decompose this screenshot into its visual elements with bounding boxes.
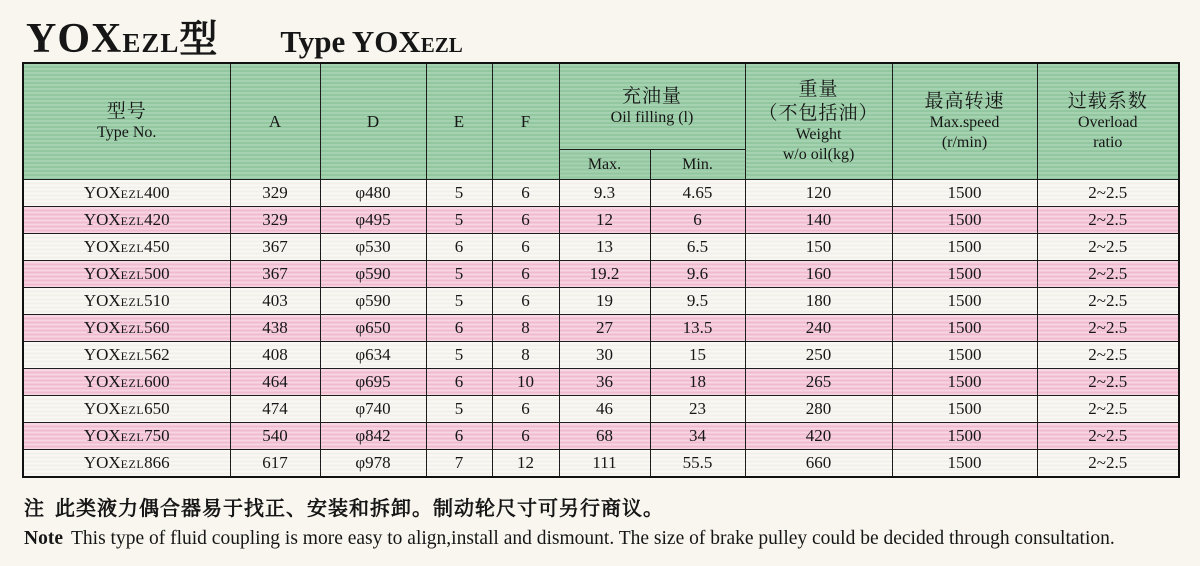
model-number: 560 (144, 318, 170, 337)
cell-overload: 2~2.5 (1037, 450, 1179, 477)
model-number: 510 (144, 291, 170, 310)
table-row (23, 315, 1179, 342)
cell-f: 12 (492, 450, 559, 477)
title-zh-suffix: 型 (179, 19, 219, 61)
cell-speed: 1500 (892, 261, 1037, 288)
model-sub: EZL (120, 349, 145, 363)
table-row (23, 369, 1179, 396)
cell-oil-min: 23 (650, 396, 745, 423)
cell-speed: 1500 (892, 342, 1037, 369)
cell-overload: 2~2.5 (1037, 288, 1179, 315)
cell-d: φ590 (320, 261, 426, 288)
cell-a: 474 (230, 396, 320, 423)
cell-a: 408 (230, 342, 320, 369)
header-d: D (320, 63, 426, 180)
cell-oil-max: 36 (559, 369, 650, 396)
cell-f: 8 (492, 315, 559, 342)
cell-model (23, 342, 230, 369)
cell-e: 5 (426, 180, 492, 207)
cell-e: 5 (426, 261, 492, 288)
cell-overload: 2~2.5 (1037, 396, 1179, 423)
cell-oil-max: 27 (559, 315, 650, 342)
header-oil-min: Min. (650, 150, 745, 180)
cell-overload: 2~2.5 (1037, 315, 1179, 342)
table-row (23, 207, 1179, 234)
model-number: 450 (144, 237, 170, 256)
model-number: 866 (144, 452, 170, 472)
cell-f: 6 (492, 423, 559, 450)
cell-f: 6 (492, 207, 559, 234)
header-max-speed: 最高转速 Max.speed (r/min) (892, 63, 1037, 180)
model-sub: EZL (120, 456, 145, 471)
cell-a: 403 (230, 288, 320, 315)
cell-oil-min: 15 (650, 342, 745, 369)
model-prefix: YOX (83, 345, 121, 364)
cell-oil-max: 13 (559, 234, 650, 261)
cell-oil-max: 19 (559, 288, 650, 315)
cell-speed: 1500 (892, 207, 1037, 234)
cell-oil-min: 34 (650, 423, 745, 450)
cell-e: 7 (426, 450, 492, 477)
cell-d: φ650 (320, 315, 426, 342)
cell-oil-max: 19.2 (559, 261, 650, 288)
cell-d: φ740 (320, 396, 426, 423)
cell-e: 5 (426, 396, 492, 423)
cell-oil-min: 9.5 (650, 288, 745, 315)
model-prefix: YOX (83, 452, 121, 472)
model-sub: EZL (120, 430, 145, 444)
cell-d: φ590 (320, 288, 426, 315)
model-prefix: YOX (83, 318, 121, 337)
cell-d: φ495 (320, 207, 426, 234)
title-en-sub: EZL (420, 33, 463, 57)
cell-oil-min: 55.5 (650, 450, 745, 477)
cell-weight: 180 (745, 288, 892, 315)
cell-oil-max: 9.3 (559, 180, 650, 207)
header-overload-ratio: 过载系数 Overload ratio (1037, 63, 1179, 180)
cell-oil-min: 4.65 (650, 180, 745, 207)
model-prefix: YOX (83, 183, 121, 202)
cell-weight: 265 (745, 369, 892, 396)
title-zh-sub: EZL (122, 28, 180, 58)
cell-a: 464 (230, 369, 320, 396)
table-row (23, 423, 1179, 450)
cell-speed: 1500 (892, 288, 1037, 315)
cell-model (23, 423, 230, 450)
title-en (280, 24, 462, 60)
model-number: 500 (144, 264, 170, 283)
cell-overload: 2~2.5 (1037, 423, 1179, 450)
cell-oil-max: 46 (559, 396, 650, 423)
model-number: 600 (144, 372, 170, 391)
header-oil-filling: 充油量 Oil filling (l) (559, 63, 745, 150)
cell-e: 5 (426, 207, 492, 234)
model-prefix: YOX (83, 264, 121, 283)
cell-speed: 1500 (892, 396, 1037, 423)
cell-d: φ530 (320, 234, 426, 261)
cell-weight: 280 (745, 396, 892, 423)
cell-model (23, 315, 230, 342)
cell-oil-max: 30 (559, 342, 650, 369)
cell-f: 6 (492, 396, 559, 423)
table-header (23, 63, 1179, 180)
cell-overload: 2~2.5 (1037, 261, 1179, 288)
cell-model (23, 288, 230, 315)
model-number: 650 (144, 399, 170, 418)
table-row (23, 450, 1179, 477)
cell-model (23, 180, 230, 207)
table-body (23, 180, 1179, 477)
title-zh (26, 8, 218, 63)
header-f: F (492, 63, 559, 180)
cell-speed: 1500 (892, 450, 1037, 477)
cell-e: 5 (426, 342, 492, 369)
model-sub: EZL (120, 214, 145, 228)
cell-oil-min: 6.5 (650, 234, 745, 261)
model-number: 750 (144, 426, 170, 445)
note-en-label: Note (24, 528, 63, 549)
model-prefix: YOX (83, 372, 121, 391)
note-zh-text: 此类液力偶合器易于找正、安装和拆卸。制动轮尺寸可另行商议。 (55, 498, 664, 520)
cell-weight: 250 (745, 342, 892, 369)
cell-oil-max: 12 (559, 207, 650, 234)
table-row (23, 234, 1179, 261)
table-row (23, 396, 1179, 423)
header-e: E (426, 63, 492, 180)
cell-f: 10 (492, 369, 559, 396)
cell-model (23, 396, 230, 423)
table-row (23, 342, 1179, 369)
header-oil-max: Max. (559, 150, 650, 180)
cell-oil-max: 111 (559, 450, 650, 477)
cell-a: 329 (230, 180, 320, 207)
table-row (23, 261, 1179, 288)
note-en (24, 528, 1184, 550)
model-sub: EZL (120, 376, 145, 390)
cell-model (23, 234, 230, 261)
model-sub: EZL (120, 403, 145, 417)
model-sub: EZL (120, 322, 145, 336)
cell-weight: 420 (745, 423, 892, 450)
cell-e: 6 (426, 315, 492, 342)
cell-d: φ634 (320, 342, 426, 369)
cell-f: 6 (492, 234, 559, 261)
notes (24, 492, 1184, 550)
cell-speed: 1500 (892, 234, 1037, 261)
header-type-no: 型号 Type No. (23, 63, 230, 180)
cell-speed: 1500 (892, 423, 1037, 450)
cell-f: 6 (492, 261, 559, 288)
cell-e: 5 (426, 288, 492, 315)
spec-table (22, 62, 1180, 478)
cell-model (23, 207, 230, 234)
cell-a: 367 (230, 261, 320, 288)
cell-e: 6 (426, 369, 492, 396)
model-prefix: YOX (83, 426, 121, 445)
model-prefix: YOX (83, 237, 121, 256)
cell-a: 540 (230, 423, 320, 450)
cell-model (23, 369, 230, 396)
cell-e: 6 (426, 423, 492, 450)
cell-weight: 240 (745, 315, 892, 342)
cell-speed: 1500 (892, 369, 1037, 396)
cell-weight: 150 (745, 234, 892, 261)
cell-f: 6 (492, 180, 559, 207)
header-a: A (230, 63, 320, 180)
model-sub: EZL (120, 241, 145, 255)
title-zh-prefix: YOX (26, 16, 123, 62)
cell-f: 8 (492, 342, 559, 369)
cell-a: 438 (230, 315, 320, 342)
cell-weight: 660 (745, 450, 892, 477)
cell-oil-min: 6 (650, 207, 745, 234)
cell-d: φ695 (320, 369, 426, 396)
model-sub: EZL (120, 295, 145, 309)
cell-e: 6 (426, 234, 492, 261)
cell-overload: 2~2.5 (1037, 342, 1179, 369)
cell-a: 617 (230, 450, 320, 477)
page-title (0, 0, 1200, 60)
cell-model (23, 261, 230, 288)
cell-oil-min: 9.6 (650, 261, 745, 288)
model-number: 562 (144, 345, 170, 364)
header-weight: 重量 （不包括油） Weight w/o oil(kg) (745, 63, 892, 180)
model-sub: EZL (120, 187, 145, 201)
cell-overload: 2~2.5 (1037, 207, 1179, 234)
cell-oil-min: 18 (650, 369, 745, 396)
cell-weight: 140 (745, 207, 892, 234)
cell-d: φ842 (320, 423, 426, 450)
cell-overload: 2~2.5 (1037, 369, 1179, 396)
table-row (23, 288, 1179, 315)
model-number: 400 (144, 183, 170, 202)
model-sub: EZL (120, 268, 145, 282)
note-zh (24, 492, 1184, 521)
note-zh-label: 注 (24, 498, 45, 520)
cell-speed: 1500 (892, 315, 1037, 342)
note-en-text: This type of fluid coupling is more easy to align,install and dismount. The size of brake pulley could be decided through consultation. (70, 528, 1115, 549)
cell-d: φ480 (320, 180, 426, 207)
cell-weight: 120 (745, 180, 892, 207)
cell-d: φ978 (320, 450, 426, 477)
model-prefix: YOX (83, 291, 121, 310)
cell-f: 6 (492, 288, 559, 315)
cell-overload: 2~2.5 (1037, 234, 1179, 261)
model-prefix: YOX (83, 399, 121, 418)
cell-a: 329 (230, 207, 320, 234)
cell-overload: 2~2.5 (1037, 180, 1179, 207)
title-en-prefix: Type YOX (280, 24, 421, 59)
model-prefix: YOX (83, 210, 121, 229)
table-row (23, 180, 1179, 207)
cell-oil-min: 13.5 (650, 315, 745, 342)
cell-model (23, 450, 230, 477)
model-number: 420 (144, 210, 170, 229)
cell-speed: 1500 (892, 180, 1037, 207)
cell-a: 367 (230, 234, 320, 261)
cell-weight: 160 (745, 261, 892, 288)
cell-oil-max: 68 (559, 423, 650, 450)
